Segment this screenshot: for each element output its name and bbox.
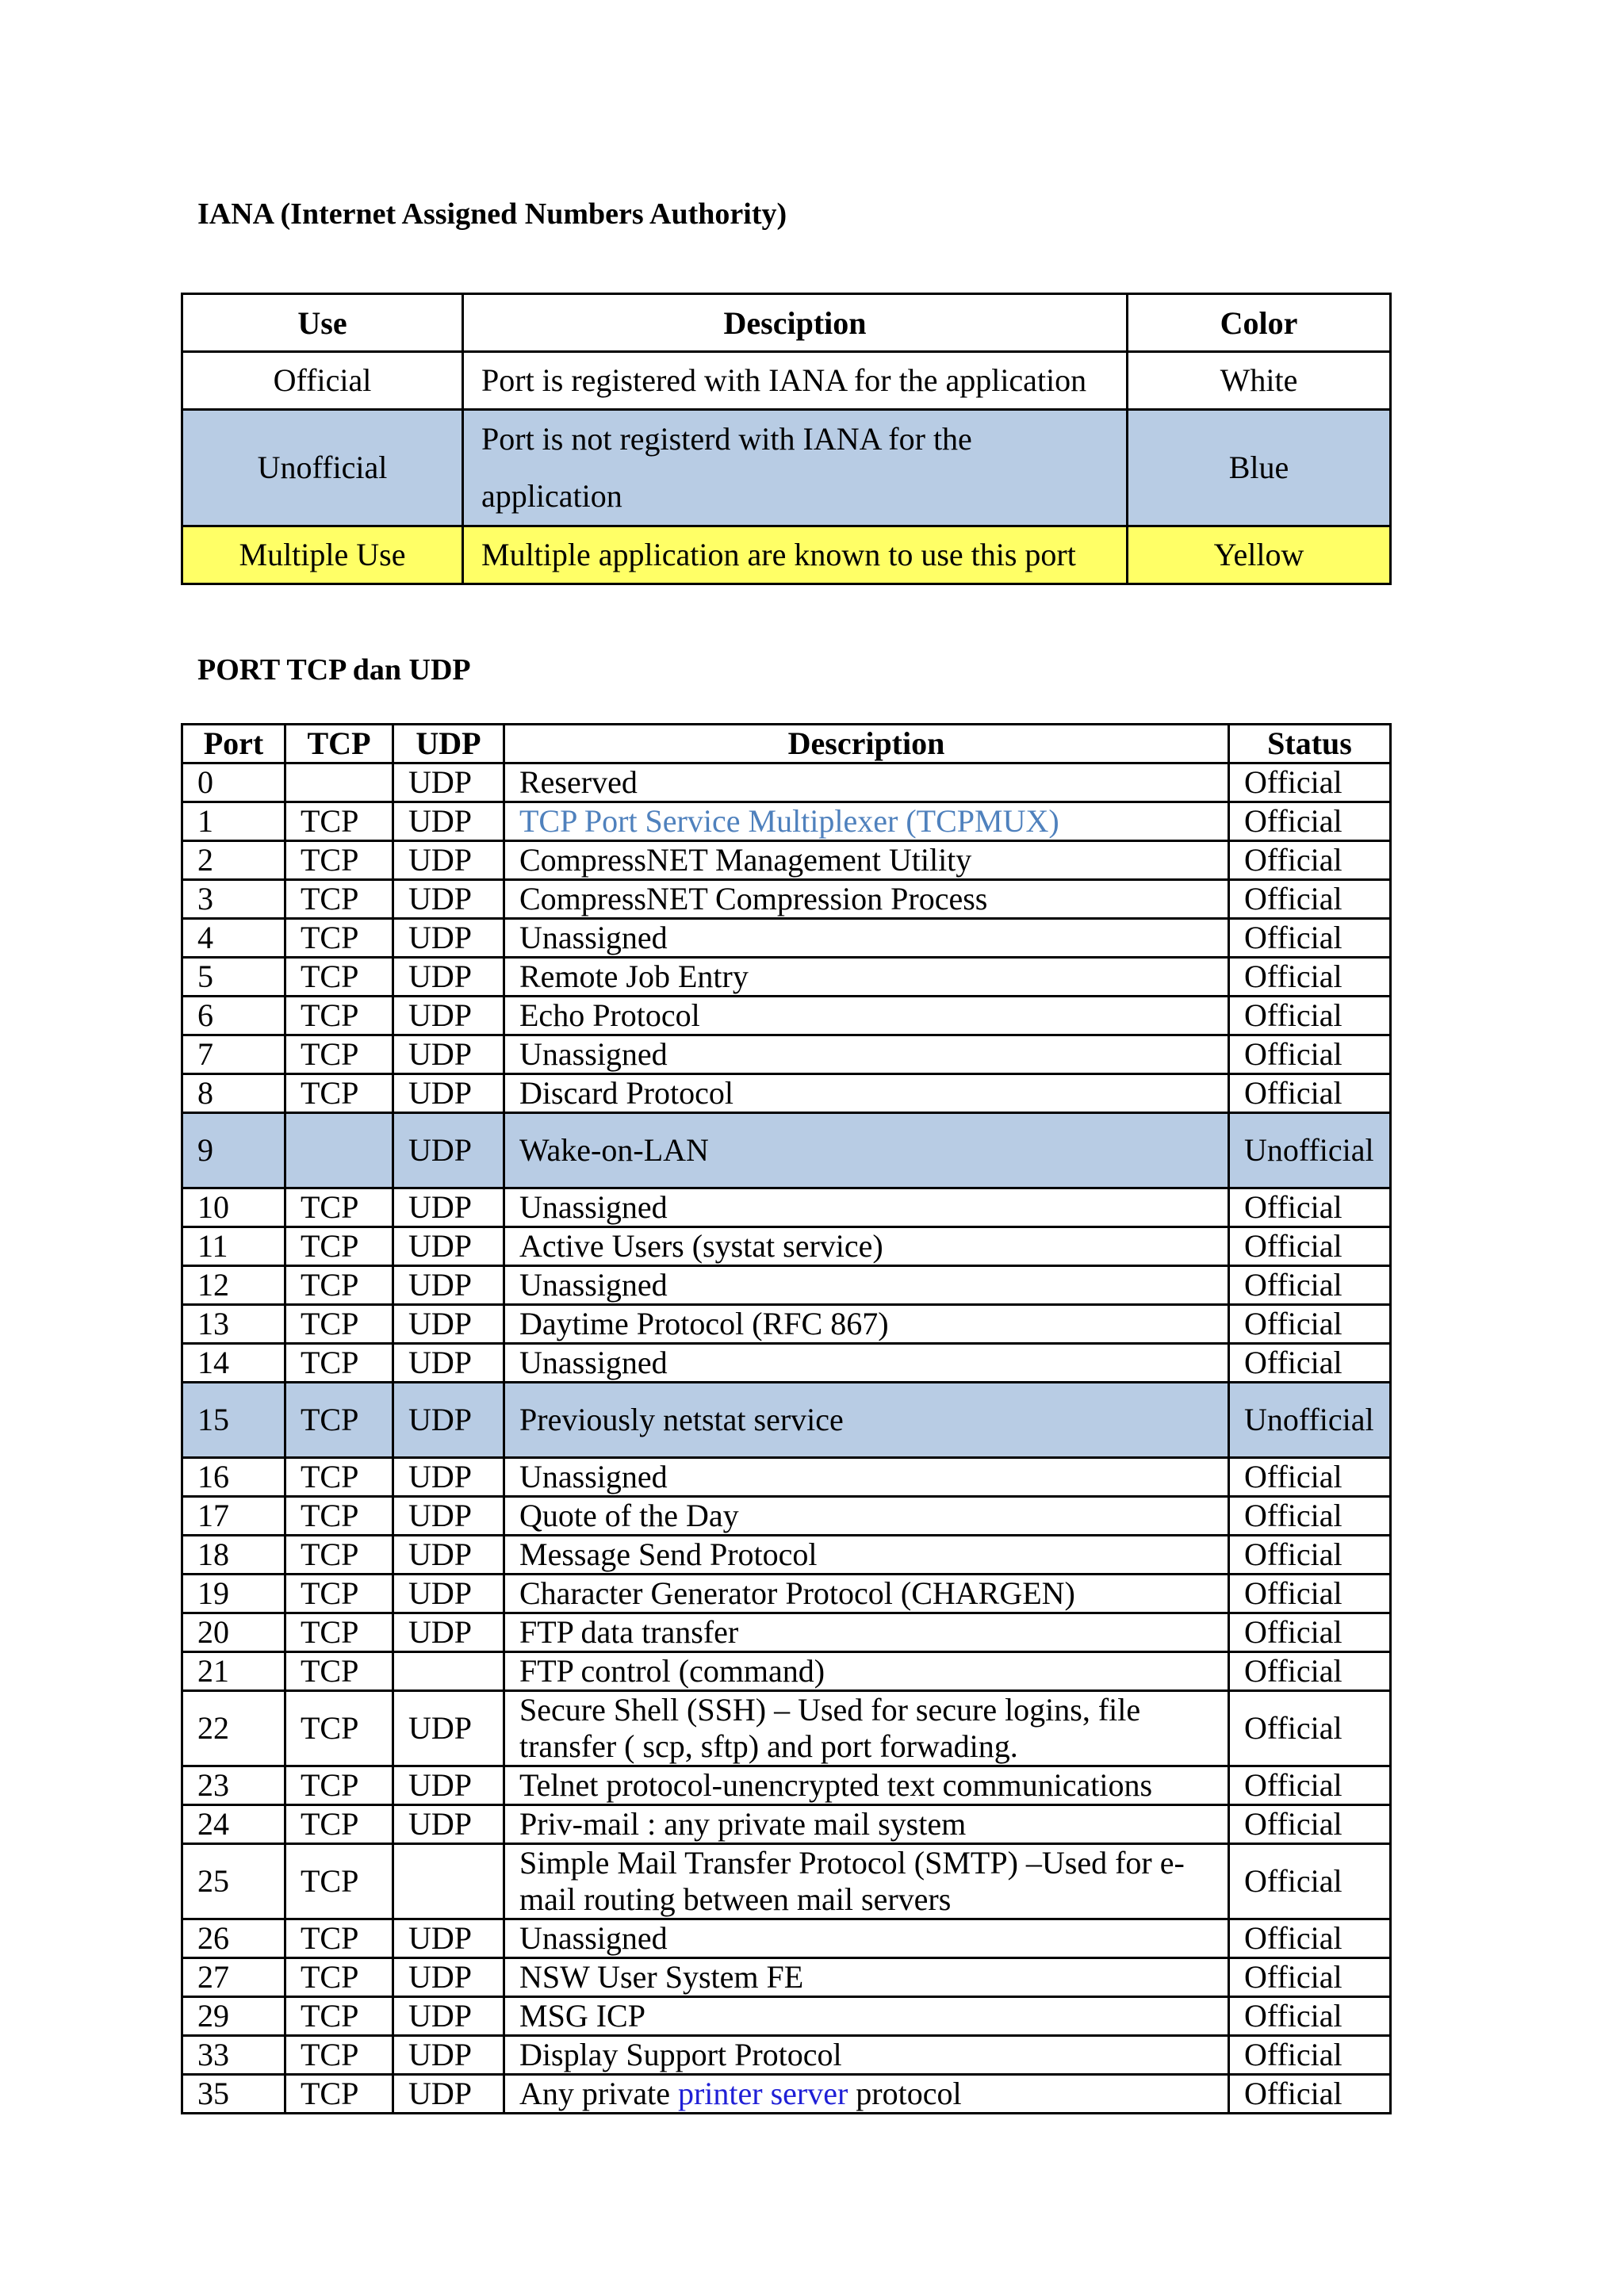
udp-cell: UDP bbox=[393, 958, 504, 997]
udp-cell: UDP bbox=[393, 1344, 504, 1383]
description-cell: Discard Protocol bbox=[504, 1074, 1229, 1113]
status-cell: Official bbox=[1229, 2036, 1391, 2075]
udp-cell bbox=[393, 1844, 504, 1919]
legend-row-official bbox=[182, 352, 1391, 410]
table-row bbox=[182, 1652, 1391, 1691]
tcp-cell: TCP bbox=[285, 1227, 393, 1266]
port-cell: 10 bbox=[182, 1188, 285, 1227]
table-row bbox=[182, 1305, 1391, 1344]
description-cell bbox=[504, 802, 1229, 841]
description-text: protocol bbox=[856, 2076, 962, 2111]
description-cell: Unassigned bbox=[504, 1919, 1229, 1958]
description-cell: Remote Job Entry bbox=[504, 958, 1229, 997]
tcp-cell: TCP bbox=[285, 1497, 393, 1536]
port-cell: 4 bbox=[182, 919, 285, 958]
tcp-cell bbox=[285, 1113, 393, 1188]
port-cell: 17 bbox=[182, 1497, 285, 1536]
table-row bbox=[182, 1383, 1391, 1458]
tcp-cell: TCP bbox=[285, 1997, 393, 2036]
status-cell: Unofficial bbox=[1229, 1383, 1391, 1458]
table-row bbox=[182, 2036, 1391, 2075]
description-cell: Unassigned bbox=[504, 1458, 1229, 1497]
udp-cell: UDP bbox=[393, 1035, 504, 1074]
iana-heading: IANA (Internet Assigned Numbers Authority) bbox=[197, 197, 787, 231]
table-row bbox=[182, 880, 1391, 919]
port-header-tcp: TCP bbox=[285, 725, 393, 763]
status-cell: Official bbox=[1229, 1458, 1391, 1497]
udp-cell: UDP bbox=[393, 1383, 504, 1458]
table-row bbox=[182, 841, 1391, 880]
udp-cell: UDP bbox=[393, 1074, 504, 1113]
legend-description-cell: Port is not registerd with IANA for the application bbox=[463, 410, 1128, 526]
status-cell: Official bbox=[1229, 1497, 1391, 1536]
tcp-cell: TCP bbox=[285, 919, 393, 958]
udp-cell: UDP bbox=[393, 1575, 504, 1613]
port-cell: 18 bbox=[182, 1536, 285, 1575]
table-row bbox=[182, 1497, 1391, 1536]
status-cell: Official bbox=[1229, 1035, 1391, 1074]
port-cell: 5 bbox=[182, 958, 285, 997]
table-row bbox=[182, 1805, 1391, 1844]
legend-description-cell: Multiple application are known to use this port bbox=[463, 526, 1128, 584]
status-cell: Official bbox=[1229, 802, 1391, 841]
port-cell: 0 bbox=[182, 763, 285, 802]
description-cell: MSG ICP bbox=[504, 1997, 1229, 2036]
legend-header-description: Desciption bbox=[463, 294, 1128, 352]
table-row bbox=[182, 1266, 1391, 1305]
udp-cell: UDP bbox=[393, 841, 504, 880]
udp-cell: UDP bbox=[393, 1188, 504, 1227]
port-cell: 19 bbox=[182, 1575, 285, 1613]
description-cell: Active Users (systat service) bbox=[504, 1227, 1229, 1266]
status-cell: Official bbox=[1229, 919, 1391, 958]
status-cell: Official bbox=[1229, 1613, 1391, 1652]
status-cell: Unofficial bbox=[1229, 1113, 1391, 1188]
tcp-cell: TCP bbox=[285, 1344, 393, 1383]
tcp-cell: TCP bbox=[285, 1766, 393, 1805]
udp-cell: UDP bbox=[393, 1919, 504, 1958]
table-row bbox=[182, 1074, 1391, 1113]
table-row bbox=[182, 997, 1391, 1035]
description-cell: NSW User System FE bbox=[504, 1958, 1229, 1997]
udp-cell: UDP bbox=[393, 1766, 504, 1805]
description-cell: CompressNET Compression Process bbox=[504, 880, 1229, 919]
port-cell: 21 bbox=[182, 1652, 285, 1691]
status-cell: Official bbox=[1229, 841, 1391, 880]
legend-description-cell: Port is registered with IANA for the application bbox=[463, 352, 1128, 410]
udp-cell: UDP bbox=[393, 1805, 504, 1844]
udp-cell bbox=[393, 1652, 504, 1691]
udp-cell: UDP bbox=[393, 1536, 504, 1575]
table-row bbox=[182, 1575, 1391, 1613]
description-text: Any private bbox=[519, 2076, 670, 2111]
description-cell bbox=[504, 2075, 1229, 2114]
tcp-cell: TCP bbox=[285, 1652, 393, 1691]
udp-cell: UDP bbox=[393, 1997, 504, 2036]
description-cell: Quote of the Day bbox=[504, 1497, 1229, 1536]
udp-cell: UDP bbox=[393, 1958, 504, 1997]
legend-header-use: Use bbox=[182, 294, 463, 352]
description-cell: Unassigned bbox=[504, 1188, 1229, 1227]
description-cell: Simple Mail Transfer Protocol (SMTP) –Used for e-mail routing between mail servers bbox=[504, 1844, 1229, 1919]
port-cell: 23 bbox=[182, 1766, 285, 1805]
tcp-cell: TCP bbox=[285, 1266, 393, 1305]
status-cell: Official bbox=[1229, 1344, 1391, 1383]
udp-cell: UDP bbox=[393, 1497, 504, 1536]
table-row bbox=[182, 958, 1391, 997]
table-row bbox=[182, 1766, 1391, 1805]
tcp-cell: TCP bbox=[285, 1383, 393, 1458]
port-cell: 11 bbox=[182, 1227, 285, 1266]
port-cell: 20 bbox=[182, 1613, 285, 1652]
description-cell: Character Generator Protocol (CHARGEN) bbox=[504, 1575, 1229, 1613]
status-cell: Official bbox=[1229, 1305, 1391, 1344]
status-cell: Official bbox=[1229, 1766, 1391, 1805]
description-cell: Secure Shell (SSH) – Used for secure logins, file transfer ( scp, sftp) and port forwading. bbox=[504, 1691, 1229, 1766]
port-cell: 1 bbox=[182, 802, 285, 841]
legend-row-multiple-use bbox=[182, 526, 1391, 584]
tcp-cell: TCP bbox=[285, 1188, 393, 1227]
description-cell: Display Support Protocol bbox=[504, 2036, 1229, 2075]
table-row bbox=[182, 1188, 1391, 1227]
port-cell: 27 bbox=[182, 1958, 285, 1997]
description-cell: FTP data transfer bbox=[504, 1613, 1229, 1652]
tcp-cell: TCP bbox=[285, 1035, 393, 1074]
status-cell: Official bbox=[1229, 2075, 1391, 2114]
tcp-cell: TCP bbox=[285, 1958, 393, 1997]
port-cell: 35 bbox=[182, 2075, 285, 2114]
legend-header-row bbox=[182, 294, 1391, 352]
status-cell: Official bbox=[1229, 958, 1391, 997]
table-row bbox=[182, 1458, 1391, 1497]
port-header-port: Port bbox=[182, 725, 285, 763]
udp-cell: UDP bbox=[393, 919, 504, 958]
status-cell: Official bbox=[1229, 1652, 1391, 1691]
server-link[interactable]: server bbox=[770, 2076, 848, 2111]
table-row bbox=[182, 1536, 1391, 1575]
udp-cell: UDP bbox=[393, 2075, 504, 2114]
description-cell: Telnet protocol-unencrypted text communications bbox=[504, 1766, 1229, 1805]
description-cell: Priv-mail : any private mail system bbox=[504, 1805, 1229, 1844]
tcp-cell: TCP bbox=[285, 802, 393, 841]
status-cell: Official bbox=[1229, 1919, 1391, 1958]
description-cell: Previously netstat service bbox=[504, 1383, 1229, 1458]
udp-cell: UDP bbox=[393, 802, 504, 841]
table-row bbox=[182, 1113, 1391, 1188]
udp-cell: UDP bbox=[393, 763, 504, 802]
udp-cell: UDP bbox=[393, 1613, 504, 1652]
table-row bbox=[182, 1844, 1391, 1919]
tcp-cell: TCP bbox=[285, 1805, 393, 1844]
port-cell: 26 bbox=[182, 1919, 285, 1958]
port-cell: 13 bbox=[182, 1305, 285, 1344]
description-cell: Wake-on-LAN bbox=[504, 1113, 1229, 1188]
udp-cell: UDP bbox=[393, 1113, 504, 1188]
status-cell: Official bbox=[1229, 1266, 1391, 1305]
table-row bbox=[182, 763, 1391, 802]
udp-cell: UDP bbox=[393, 1266, 504, 1305]
port-cell: 15 bbox=[182, 1383, 285, 1458]
port-cell: 8 bbox=[182, 1074, 285, 1113]
port-cell: 24 bbox=[182, 1805, 285, 1844]
tcp-cell bbox=[285, 763, 393, 802]
status-cell: Official bbox=[1229, 1227, 1391, 1266]
tcp-cell: TCP bbox=[285, 997, 393, 1035]
port-table bbox=[181, 723, 1392, 2114]
legend-color-cell: Blue bbox=[1128, 410, 1391, 526]
description-cell: Unassigned bbox=[504, 919, 1229, 958]
status-cell: Official bbox=[1229, 880, 1391, 919]
udp-cell: UDP bbox=[393, 1305, 504, 1344]
tcp-cell: TCP bbox=[285, 1919, 393, 1958]
udp-cell: UDP bbox=[393, 1691, 504, 1766]
port-cell: 6 bbox=[182, 997, 285, 1035]
port-cell: 7 bbox=[182, 1035, 285, 1074]
table-row bbox=[182, 802, 1391, 841]
table-row bbox=[182, 1344, 1391, 1383]
table-row bbox=[182, 1691, 1391, 1766]
table-row bbox=[182, 1919, 1391, 1958]
printer-link[interactable]: printer bbox=[677, 2076, 763, 2111]
table-row bbox=[182, 1997, 1391, 2036]
status-cell: Official bbox=[1229, 763, 1391, 802]
port-header-description: Description bbox=[504, 725, 1229, 763]
table-row bbox=[182, 1035, 1391, 1074]
port-cell: 25 bbox=[182, 1844, 285, 1919]
udp-cell: UDP bbox=[393, 880, 504, 919]
port-header-status: Status bbox=[1229, 725, 1391, 763]
udp-cell: UDP bbox=[393, 997, 504, 1035]
legend-color-cell: White bbox=[1128, 352, 1391, 410]
description-cell: Message Send Protocol bbox=[504, 1536, 1229, 1575]
tcp-cell: TCP bbox=[285, 2036, 393, 2075]
status-cell: Official bbox=[1229, 1958, 1391, 1997]
port-cell: 22 bbox=[182, 1691, 285, 1766]
description-cell: Echo Protocol bbox=[504, 997, 1229, 1035]
port-cell: 14 bbox=[182, 1344, 285, 1383]
tcp-cell: TCP bbox=[285, 841, 393, 880]
status-cell: Official bbox=[1229, 1536, 1391, 1575]
description-cell: Unassigned bbox=[504, 1266, 1229, 1305]
tcp-cell: TCP bbox=[285, 1844, 393, 1919]
status-cell: Official bbox=[1229, 1691, 1391, 1766]
table-row bbox=[182, 2075, 1391, 2114]
port-cell: 3 bbox=[182, 880, 285, 919]
port-cell: 12 bbox=[182, 1266, 285, 1305]
table-row bbox=[182, 919, 1391, 958]
udp-cell: UDP bbox=[393, 2036, 504, 2075]
legend-use-cell: Unofficial bbox=[182, 410, 463, 526]
description-cell: FTP control (command) bbox=[504, 1652, 1229, 1691]
port-cell: 16 bbox=[182, 1458, 285, 1497]
tcp-cell: TCP bbox=[285, 1536, 393, 1575]
legend-use-cell: Multiple Use bbox=[182, 526, 463, 584]
port-tcp-udp-heading: PORT TCP dan UDP bbox=[197, 653, 471, 687]
status-cell: Official bbox=[1229, 1997, 1391, 2036]
legend-row-unofficial bbox=[182, 410, 1391, 526]
tcp-cell: TCP bbox=[285, 880, 393, 919]
tcp-cell: TCP bbox=[285, 1305, 393, 1344]
status-cell: Official bbox=[1229, 1805, 1391, 1844]
tcp-cell: TCP bbox=[285, 1613, 393, 1652]
table-row bbox=[182, 1613, 1391, 1652]
legend-header-color: Color bbox=[1128, 294, 1391, 352]
legend-color-cell: Yellow bbox=[1128, 526, 1391, 584]
tcp-cell: TCP bbox=[285, 1458, 393, 1497]
status-cell: Official bbox=[1229, 1575, 1391, 1613]
tcp-cell: TCP bbox=[285, 2075, 393, 2114]
description-cell: CompressNET Management Utility bbox=[504, 841, 1229, 880]
description-cell: Reserved bbox=[504, 763, 1229, 802]
status-cell: Official bbox=[1229, 1074, 1391, 1113]
port-color-legend-table bbox=[181, 293, 1392, 585]
tcp-cell: TCP bbox=[285, 1074, 393, 1113]
status-cell: Official bbox=[1229, 1188, 1391, 1227]
tcpmux-link[interactable]: TCP Port Service Multiplexer (TCPMUX) bbox=[519, 803, 1059, 839]
port-cell: 2 bbox=[182, 841, 285, 880]
description-cell: Daytime Protocol (RFC 867) bbox=[504, 1305, 1229, 1344]
status-cell: Official bbox=[1229, 1844, 1391, 1919]
port-header-udp: UDP bbox=[393, 725, 504, 763]
port-header-row bbox=[182, 725, 1391, 763]
udp-cell: UDP bbox=[393, 1458, 504, 1497]
port-cell: 9 bbox=[182, 1113, 285, 1188]
port-cell: 33 bbox=[182, 2036, 285, 2075]
udp-cell: UDP bbox=[393, 1227, 504, 1266]
port-cell: 29 bbox=[182, 1997, 285, 2036]
description-cell: Unassigned bbox=[504, 1344, 1229, 1383]
legend-use-cell: Official bbox=[182, 352, 463, 410]
tcp-cell: TCP bbox=[285, 1691, 393, 1766]
tcp-cell: TCP bbox=[285, 1575, 393, 1613]
table-row bbox=[182, 1227, 1391, 1266]
description-cell: Unassigned bbox=[504, 1035, 1229, 1074]
tcp-cell: TCP bbox=[285, 958, 393, 997]
status-cell: Official bbox=[1229, 997, 1391, 1035]
table-row bbox=[182, 1958, 1391, 1997]
